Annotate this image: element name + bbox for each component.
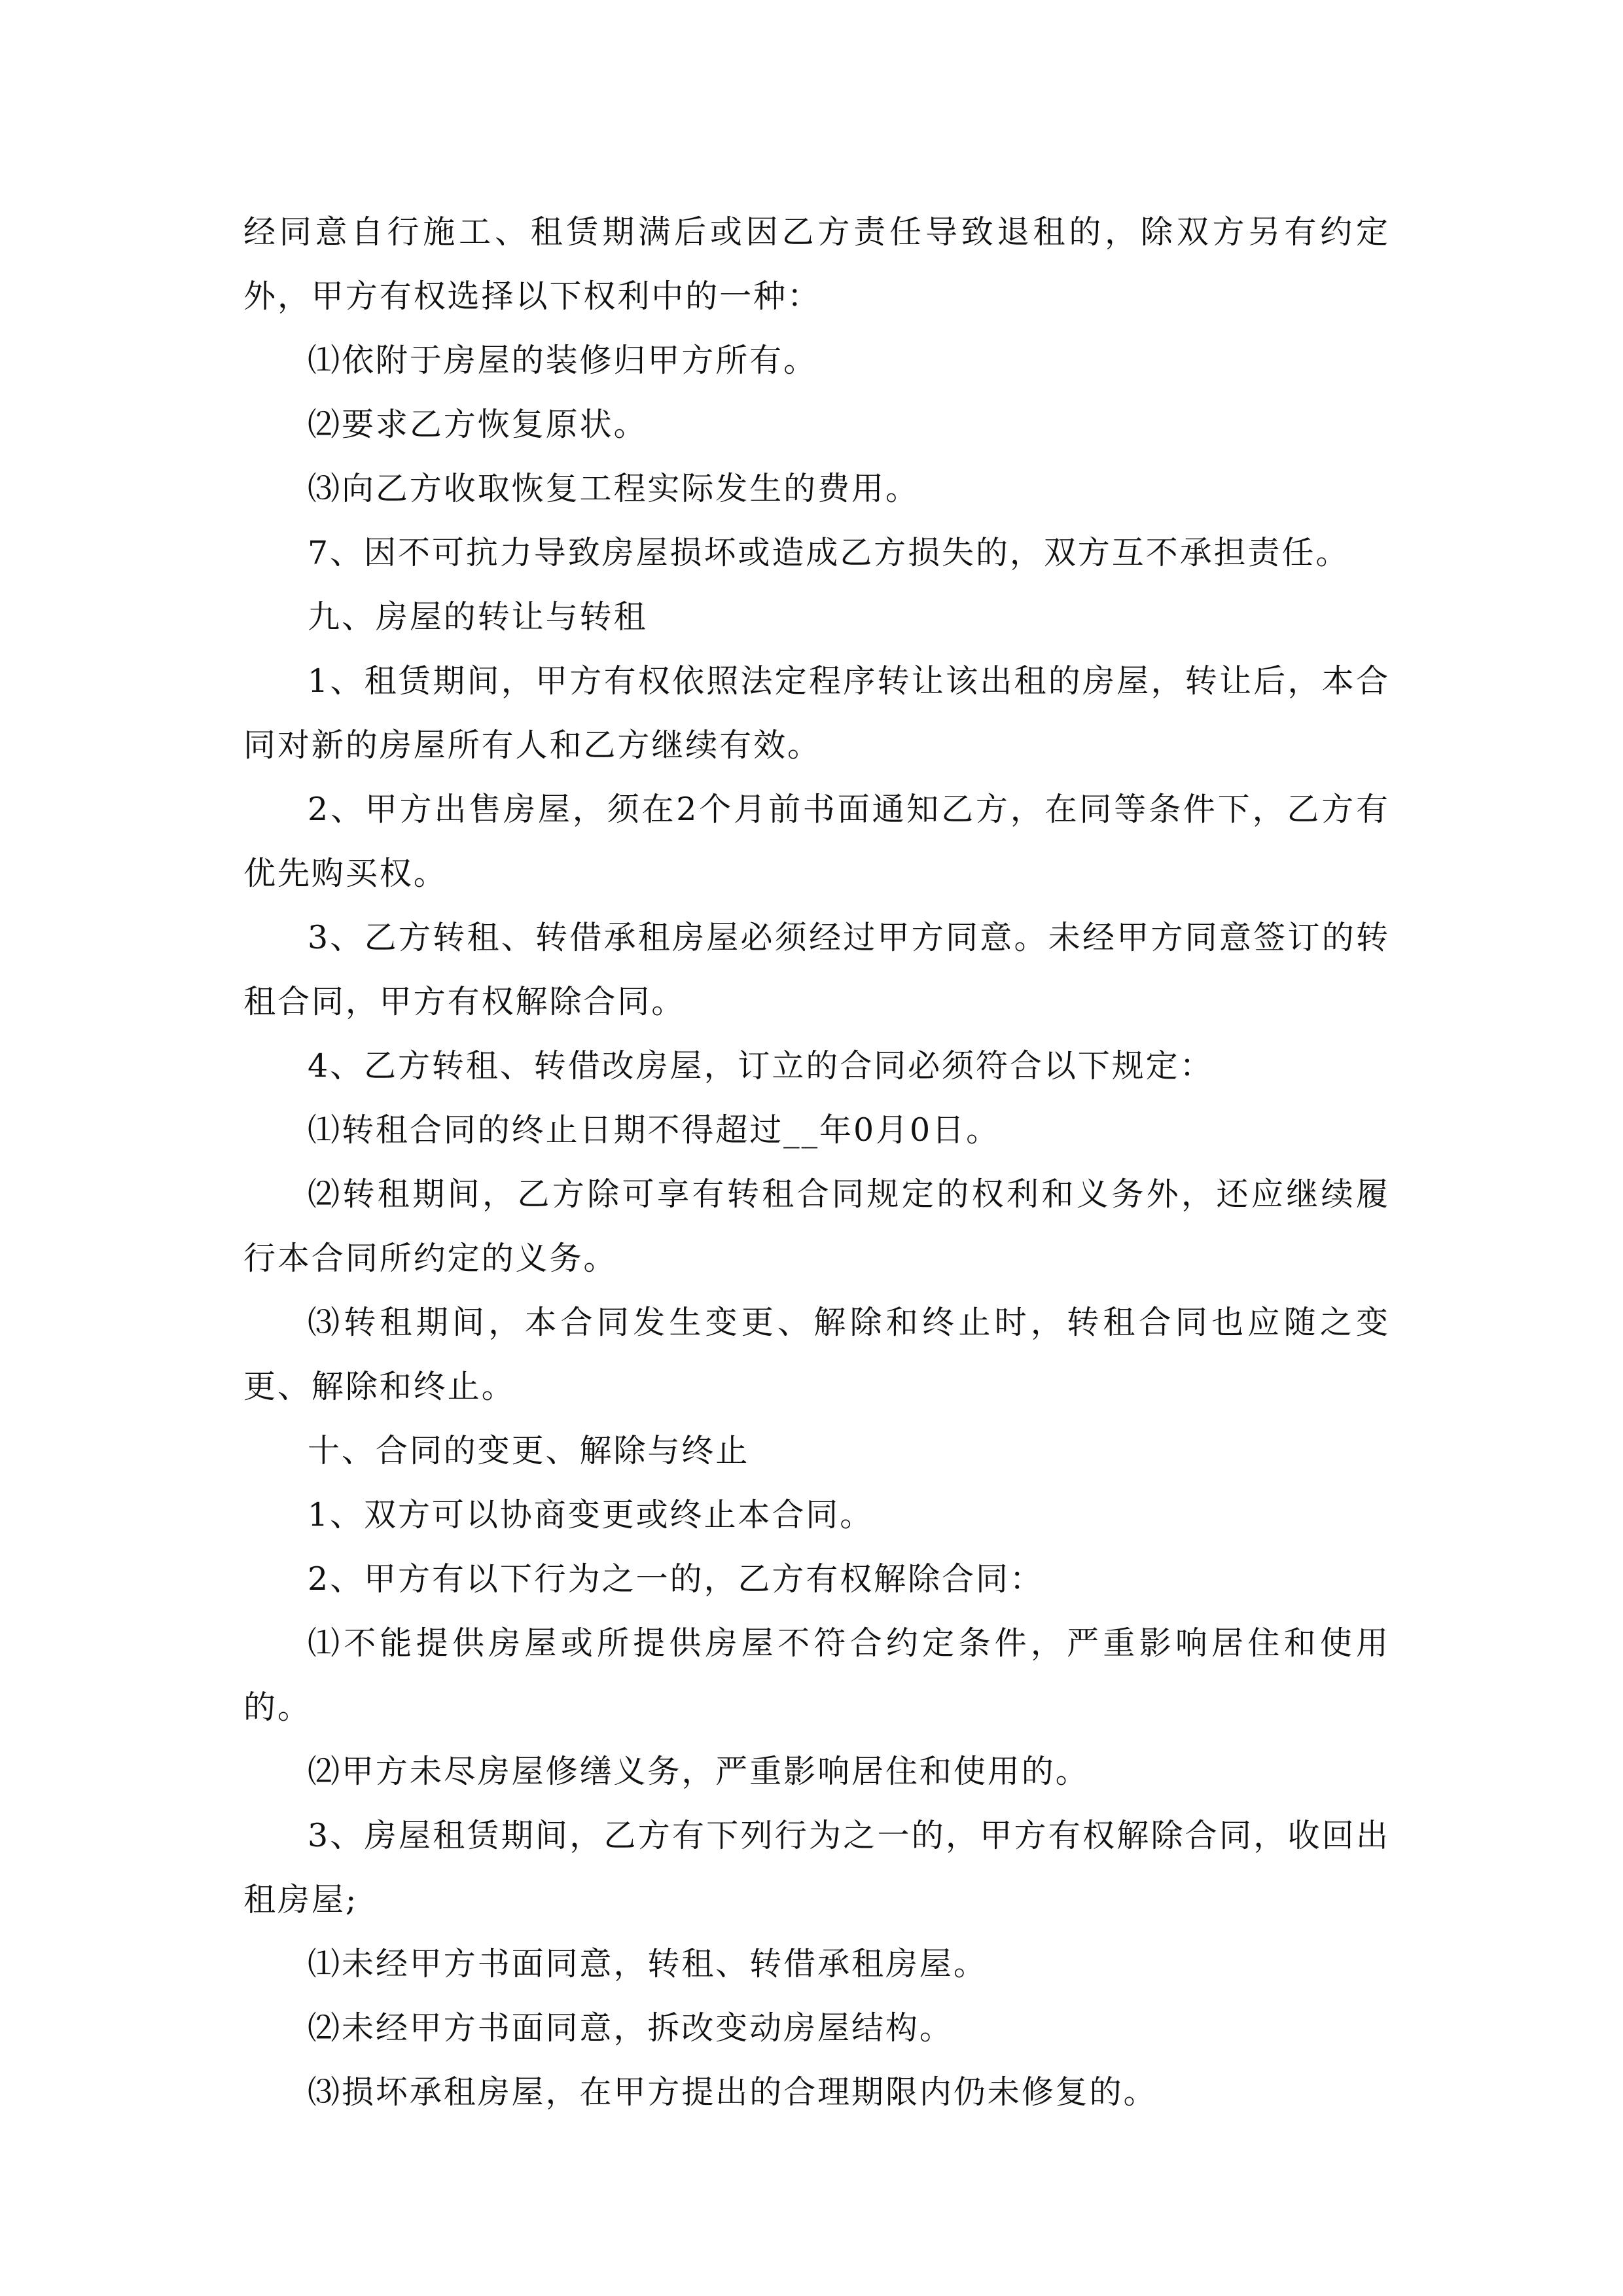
paragraph-item-10-3-3: ⑶损坏承租房屋，在甲方提出的合理期限内仍未修复的。 [308,2073,1158,2111]
paragraph-item-9-4-2: ⑵转租期间，乙方除可享有转租合同规定的权利和义务外，还应继续履行本合同所约定的义务。 [243,1175,1390,1277]
paragraph-clause-10-2: 2、甲方有以下行为之一的，乙方有权解除合同： [308,1560,1044,1598]
paragraph-item-9-4-3: ⑶转租期间，本合同发生变更、解除和终止时，转租合同也应随之变更、解除和终止。 [243,1304,1390,1405]
paragraph-clause-10-1: 1、双方可以协商变更或终止本合同。 [308,1496,874,1534]
paragraph-clause-9-1: 1、租赁期间，甲方有权依照法定程序转让该出租的房屋，转让后，本合同对新的房屋所有人和乙方继续有效。 [243,662,1390,764]
paragraph-item-1: ⑴依附于房屋的装修归甲方所有。 [308,342,818,379]
paragraph-item-10-3-2: ⑵未经甲方书面同意，拆改变动房屋结构。 [308,2009,954,2047]
document-body [243,200,1390,2125]
paragraph-item-2: ⑵要求乙方恢复原状。 [308,406,648,443]
paragraph-item-10-2-2: ⑵甲方未尽房屋修缮义务，严重影响居住和使用的。 [308,1753,1090,1790]
paragraph-clause-10-3: 3、房屋租赁期间，乙方有下列行为之一的，甲方有权解除合同，收回出租房屋; [243,1817,1390,1918]
paragraph-item-9-4-1: ⑴转租合同的终止日期不得超过__年0月0日。 [308,1111,1001,1149]
paragraph-continuation: 经同意自行施工、租赁期满后或因乙方责任导致退租的，除双方另有约定外，甲方有权选择以下权利中的一种： [243,213,1390,315]
paragraph-clause-7: 7、因不可抗力导致房屋损坏或造成乙方损失的，双方互不承担责任。 [308,534,1350,571]
paragraph-clause-9-3: 3、乙方转租、转借承租房屋必须经过甲方同意。未经甲方同意签订的转租合同，甲方有权解除合同。 [243,919,1390,1020]
paragraph-item-10-2-1: ⑴不能提供房屋或所提供房屋不符合约定条件，严重影响居住和使用的。 [243,1624,1390,1726]
paragraph-clause-9-4: 4、乙方转租、转借改房屋，订立的合同必须符合以下规定： [308,1047,1214,1085]
paragraph-item-3: ⑶向乙方收取恢复工程实际发生的费用。 [308,470,919,507]
paragraph-clause-9-2: 2、甲方出售房屋，须在2个月前书面通知乙方，在同等条件下，乙方有优先购买权。 [243,791,1390,892]
section-heading-10: 十、合同的变更、解除与终止 [308,1432,750,1469]
section-heading-9: 九、房屋的转让与转租 [308,598,648,636]
paragraph-item-10-3-1: ⑴未经甲方书面同意，转租、转借承租房屋。 [308,1945,988,1982]
